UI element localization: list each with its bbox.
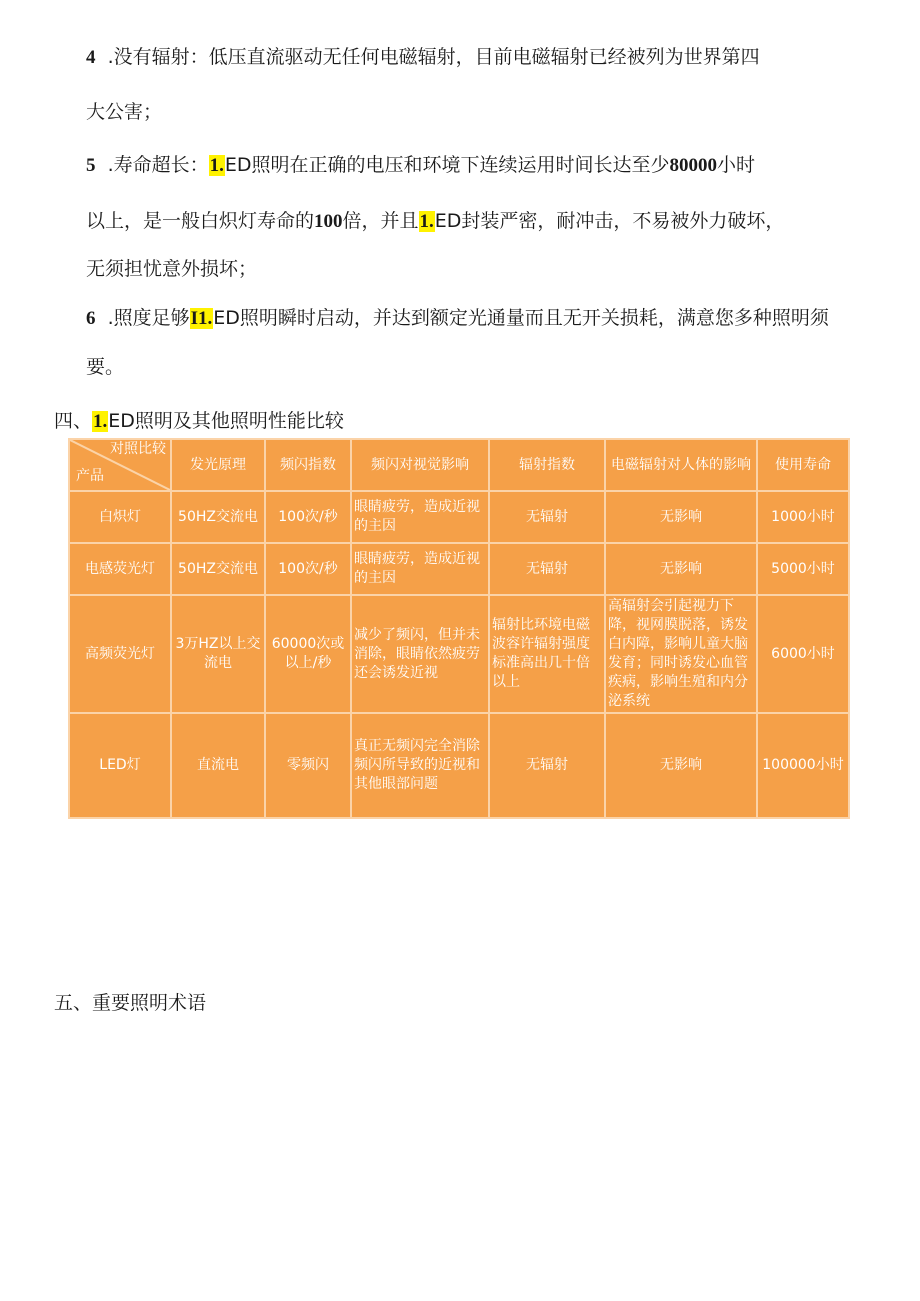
table-row: [69, 595, 849, 713]
table-row: [69, 543, 849, 595]
highlight-mark: I1.: [190, 308, 213, 329]
product-cell: 电感荧光灯: [69, 543, 171, 595]
table-cell: 直流电: [171, 713, 265, 818]
table-cell: 眼睛疲劳，造成近视的主因: [351, 543, 489, 595]
table-header: 发光原理: [171, 439, 265, 491]
table-cell: 50HZ交流电: [171, 491, 265, 543]
item-6-text-a: .照度足够: [107, 307, 190, 329]
section-4-prefix: 四、: [54, 410, 93, 432]
comparison-table: [68, 438, 850, 819]
table-cell: 高辐射会引起视力下降，视网膜脱落，诱发白内障，影响儿童大脑发育；同时诱发心血管疾病，影响生殖和内分泌系统: [605, 595, 757, 713]
item-4-text-1: .没有辐射：低压直流驱动无任何电磁辐射，目前电磁辐射已经被列为世界第四: [107, 46, 760, 68]
table-cell: 真正无频闪完全消除频闪所导致的近视和其他眼部问题: [351, 713, 489, 818]
table-header: 使用寿命: [757, 439, 849, 491]
table-row: [69, 713, 849, 818]
item-5-text-c: 小时: [717, 154, 756, 176]
product-cell: 白炽灯: [69, 491, 171, 543]
highlight-mark: 1.: [209, 155, 224, 176]
table-cell: 6000小时: [757, 595, 849, 713]
table-cell: 眼睛疲劳，造成近视的主因: [351, 491, 489, 543]
product-cell: 高频荧光灯: [69, 595, 171, 713]
table-cell: 辐射比环境电磁波容许辐射强度标准高出几十倍以上: [489, 595, 605, 713]
item-4-line-1: [86, 44, 760, 71]
item-5-times: 100: [314, 211, 343, 232]
table-header: 电磁辐射对人体的影响: [605, 439, 757, 491]
item-5-text-d: 以上，是一般白炽灯寿命的: [86, 210, 315, 232]
item-5-line-1: [86, 152, 755, 179]
table-cell: 100次/秒: [265, 543, 351, 595]
item-5-text-a: .寿命超长：: [107, 154, 209, 176]
section-4-heading: [54, 408, 344, 435]
item-5-line-3: 无须担忧意外损坏；: [86, 258, 258, 280]
table-cell: 1000小时: [757, 491, 849, 543]
corner-bottom-label: 产品: [76, 468, 104, 484]
table-cell: 100次/秒: [265, 491, 351, 543]
table-cell: 零频闪: [265, 713, 351, 818]
item-5-line-2: [86, 208, 784, 235]
corner-top-label: 对照比较: [110, 441, 166, 457]
table-cell: 3万HZ以上交流电: [171, 595, 265, 713]
item-4-number: 4: [86, 47, 96, 68]
section-4-title: ED照明及其他照明性能比较: [108, 410, 344, 432]
table-cell: 50HZ交流电: [171, 543, 265, 595]
section-5-heading: 五、重要照明术语: [54, 992, 207, 1014]
table-header: 频闪对视觉影响: [351, 439, 489, 491]
highlight-mark: 1.: [419, 211, 434, 232]
item-5-text-b: ED照明在正确的电压和环境下连续运用时间长达至少: [224, 154, 670, 176]
table-header: 辐射指数: [489, 439, 605, 491]
table-cell: 无辐射: [489, 491, 605, 543]
item-4-line-2: 大公害；: [86, 101, 163, 123]
item-6-number: 6: [86, 308, 96, 329]
table-header: 频闪指数: [265, 439, 351, 491]
item-5-text-e: 倍，并且: [342, 210, 419, 232]
table-cell: 无辐射: [489, 543, 605, 595]
table-row: [69, 491, 849, 543]
item-5-number: 5: [86, 155, 96, 176]
table-cell: 无影响: [605, 543, 757, 595]
table-cell: 60000次或以上/秒: [265, 595, 351, 713]
item-5-hours: 80000: [669, 155, 718, 176]
table-cell: 5000小时: [757, 543, 849, 595]
product-cell: LED灯: [69, 713, 171, 818]
item-6-line-2: 要。: [86, 356, 125, 378]
item-6-line-1: [86, 305, 829, 332]
table-cell: 减少了频闪，但并未消除，眼睛依然疲劳还会诱发近视: [351, 595, 489, 713]
table-cell: 100000小时: [757, 713, 849, 818]
table-cell: 无影响: [605, 713, 757, 818]
item-6-text-b: ED照明瞬时启动，并达到额定光通量而且无开关损耗，满意您多种照明须: [213, 307, 829, 329]
highlight-mark: 1.: [93, 411, 108, 432]
table-corner-cell: [69, 439, 171, 491]
table-cell: 无影响: [605, 491, 757, 543]
table-header-row: [69, 439, 849, 491]
table-cell: 无辐射: [489, 713, 605, 818]
item-5-text-f: ED封装严密，耐冲击，不易被外力破坏，: [434, 210, 785, 232]
